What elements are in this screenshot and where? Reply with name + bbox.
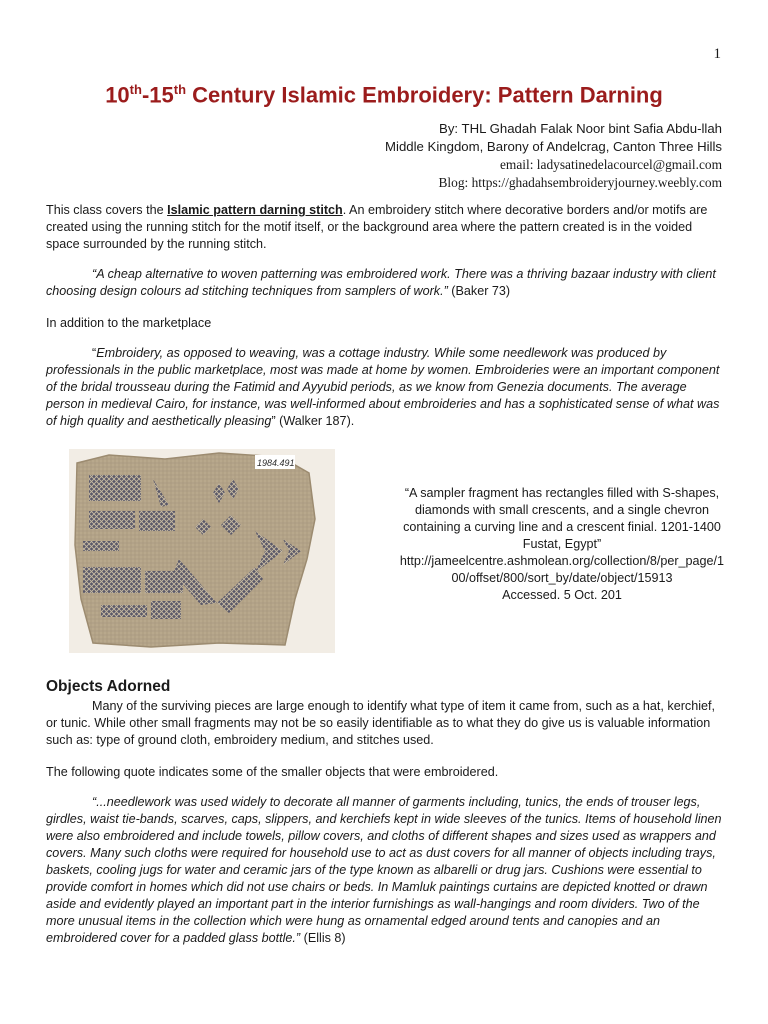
quote-ellis [46,794,722,947]
title-rest: Century Islamic Embroidery: Pattern Darning [186,82,663,108]
quote-walker-open: “ [92,346,97,360]
title-mid: -15 [141,82,174,108]
location-line: Middle Kingdom, Barony of Andelcrag, Canton Three Hills [385,139,722,154]
objects-paragraph: Many of the surviving pieces are large enough to identify what type of item it came from, such as a hat, kerchief, or tunic. While other small fragments may not be so easily identifiable as to what they do give us is valuable information such as: type of ground cloth, embroidery medium, and stitches used. [46,699,716,747]
section-heading: Objects Adorned [46,678,171,695]
intro-before: This class covers the [46,203,168,217]
title-sup-2: th [173,82,187,97]
embroidery-fragment-photo [69,449,335,653]
caption-accessed: Accessed. 5 Oct. 201 [502,588,622,602]
caption-text: “A sampler fragment has rectangles filled with S-shapes, diamonds with small crescents, and a single chevron containing a curving line and a crescent finial. 1201-1400 Fustat, Egypt” [403,486,721,551]
intro-after: . An embroidery stitch where decorative borders and/or motifs are created using the running stitch for the motif itself, or the background area where the pattern created is in the voided space surrounded by the running stitch. [46,203,708,251]
caption-url[interactable]: http://jameelcentre.ashmolean.org/collection/8/per_page/100/offset/800/sort_by/date/object/15913 [399,554,725,585]
quote-walker-cite: ” (Walker 187). [271,414,355,428]
quote-walker-text: Embroidery, as opposed to weaving, was a cottage industry. While some needlework was produced by professionals in the public marketplace, most was made at home by women. Embroideries were an important component of the bridal trousseau during the Fatimid and Ayyubid periods, as we know from Genezia documents. The average person in medieval Cairo, for instance, was well-informed about embroideries and has a sophisticated sense of what was of high quality and aesthetically pleasing [46,346,720,428]
title-prefix: 10 [105,82,130,108]
quote-baker-cite: (Baker 73) [447,284,511,298]
author-line: By: THL Ghadah Falak Noor bint Safia Abdu-llah [439,121,722,136]
quote-ellis-text: “...needlework was used widely to decorate all manner of garments including, tunics, the ends of trouser legs, girdles, waist tie-bands, scarves, caps, slippers, and kerchiefs kept in wide sleeves of the tunics. Items of household linen were also embroidered and include towels, pillow covers, and cloths of different shapes and sizes used as wrappers and covers. Many such cloths were required for household use to act as dust covers for all manner of objects including trays, baskets, cooling jugs for water and ceramic jars of the type known as albarelli or drug jars. Cushions were essential to provide comfort in homes which did not use chairs or beds. In Mamluk paintings curtains are depicted knotted or drawn aside and evidently played an important part in the interior furnishings as wall-hangings and room dividers. Two of the more unusual items in the collection which were hung as ornamental edged around tents and canopies and an embroidered cover for a padded glass bottle.” [46,795,722,945]
objects-intro-line: The following quote indicates some of the smaller objects that were embroidered. [46,765,499,779]
quote-walker [46,345,722,430]
quote-baker-text: “A cheap alternative to woven patterning was embroidered work. There was a thriving bazaar industry with client choosing design colours ad stitching techniques from samplers of work.” [46,267,716,298]
quote-ellis-cite: (Ellis 8) [300,931,346,945]
marketplace-line: In addition to the marketplace [46,316,212,330]
title-sup-1: th [129,82,142,97]
embroidery-fragment-image [69,449,335,653]
email-line[interactable]: email: ladysatinedelacourcel@gmail.com [499,157,722,172]
document-title [0,82,768,108]
intro-paragraph [46,202,722,253]
intro-highlight: Islamic pattern darning stitch [167,203,343,217]
page-number: 1 [713,46,721,62]
image-caption [398,485,726,604]
quote-baker [46,266,722,300]
byline [385,120,722,192]
blog-line[interactable]: Blog: https://ghadahsembroideryjourney.weebly.com [438,175,722,190]
accession-label: 1984.491 [257,458,295,468]
